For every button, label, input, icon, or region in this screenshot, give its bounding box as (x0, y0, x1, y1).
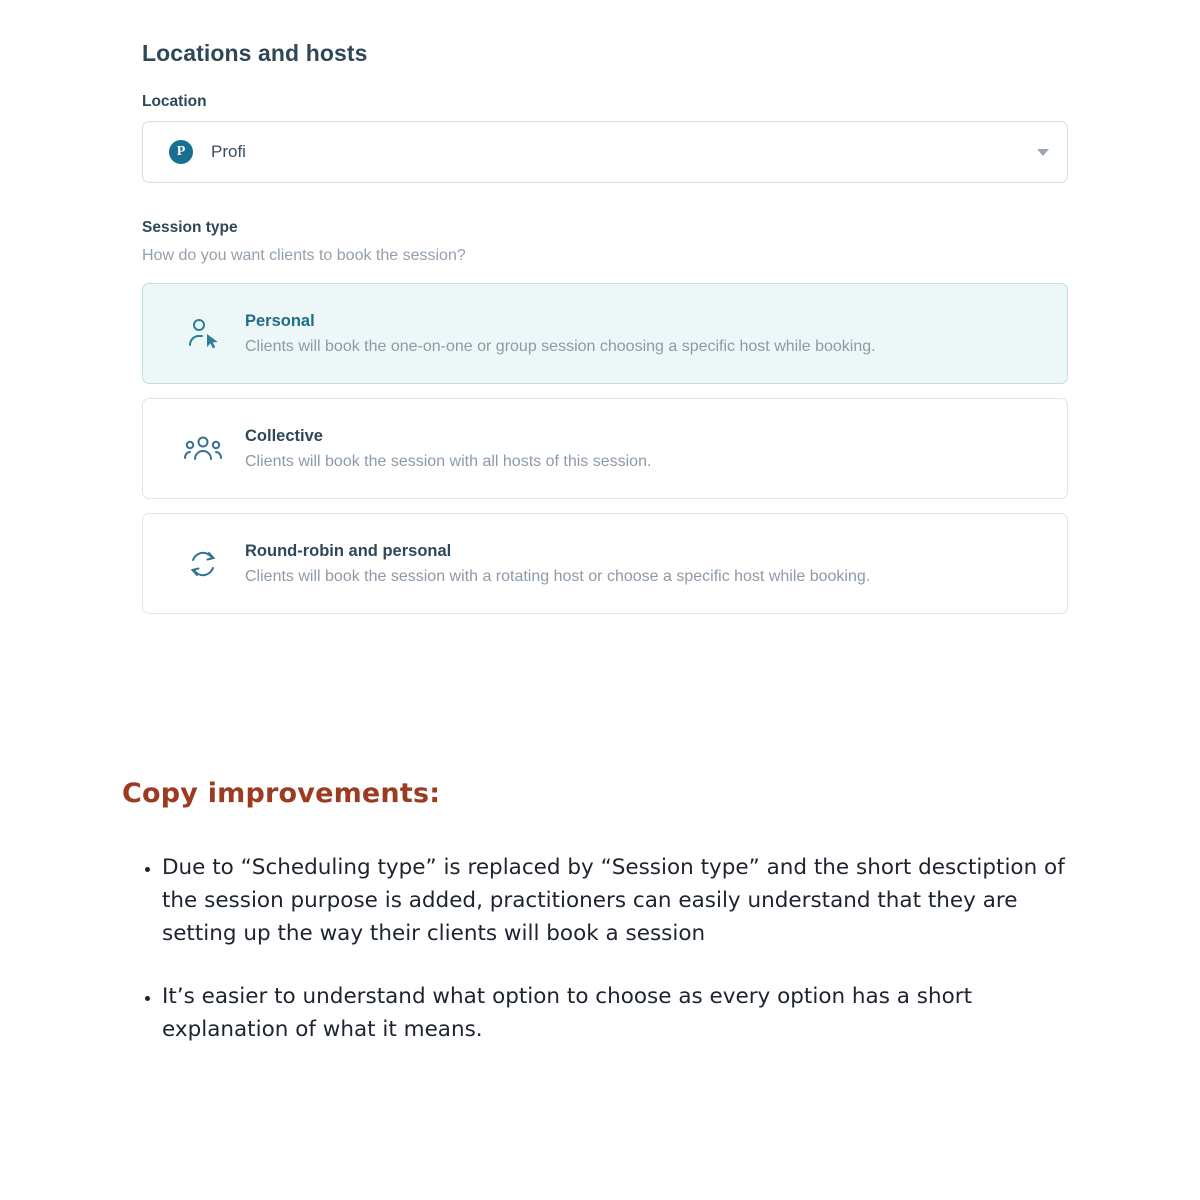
copy-improvements-list (122, 851, 1082, 1046)
option-title: Personal (245, 311, 315, 330)
option-text-block (245, 542, 870, 586)
option-text-block (245, 427, 651, 471)
option-text-block (245, 312, 876, 356)
copy-improvements-section (122, 778, 1082, 1076)
option-description: Clients will book the one-on-one or group session choosing a specific host while booking. (245, 337, 876, 355)
option-description: Clients will book the session with all hosts of this session. (245, 452, 652, 470)
location-select[interactable] (142, 121, 1068, 183)
session-type-label: Session type (142, 219, 238, 236)
option-title: Collective (245, 426, 323, 445)
chevron-down-icon[interactable] (1037, 149, 1049, 156)
session-type-option-collective[interactable] (142, 398, 1068, 499)
session-type-option-round-robin[interactable] (142, 513, 1068, 614)
list-item: • It’s easier to understand what option to choose as every option has a short explanation of what it means. (162, 980, 1082, 1046)
option-title: Round-robin and personal (245, 541, 452, 560)
round-robin-arrows-icon (177, 544, 229, 584)
location-selected-value: Profi (211, 142, 246, 161)
location-field-group (142, 93, 1068, 183)
people-group-icon (177, 429, 229, 469)
locations-and-hosts-panel (142, 40, 1068, 628)
session-type-option-personal[interactable] (142, 283, 1068, 384)
option-description: Clients will book the session with a rotating host or choose a specific host while booking. (245, 567, 871, 585)
session-type-helper: How do you want clients to book the session? (142, 247, 466, 264)
location-label: Location (142, 93, 207, 110)
list-item: • Due to “Scheduling type” is replaced by “Session type” and the short desctiption of the session purpose is added, practitioners can easily understand that they are setting up the way their clients will book a session (162, 851, 1082, 950)
copy-improvements-heading: Copy improvements: (122, 778, 441, 809)
session-type-group (142, 219, 1068, 614)
person-cursor-icon (177, 314, 229, 354)
profi-logo-icon: P (169, 140, 193, 164)
page-title: Locations and hosts (142, 40, 368, 66)
